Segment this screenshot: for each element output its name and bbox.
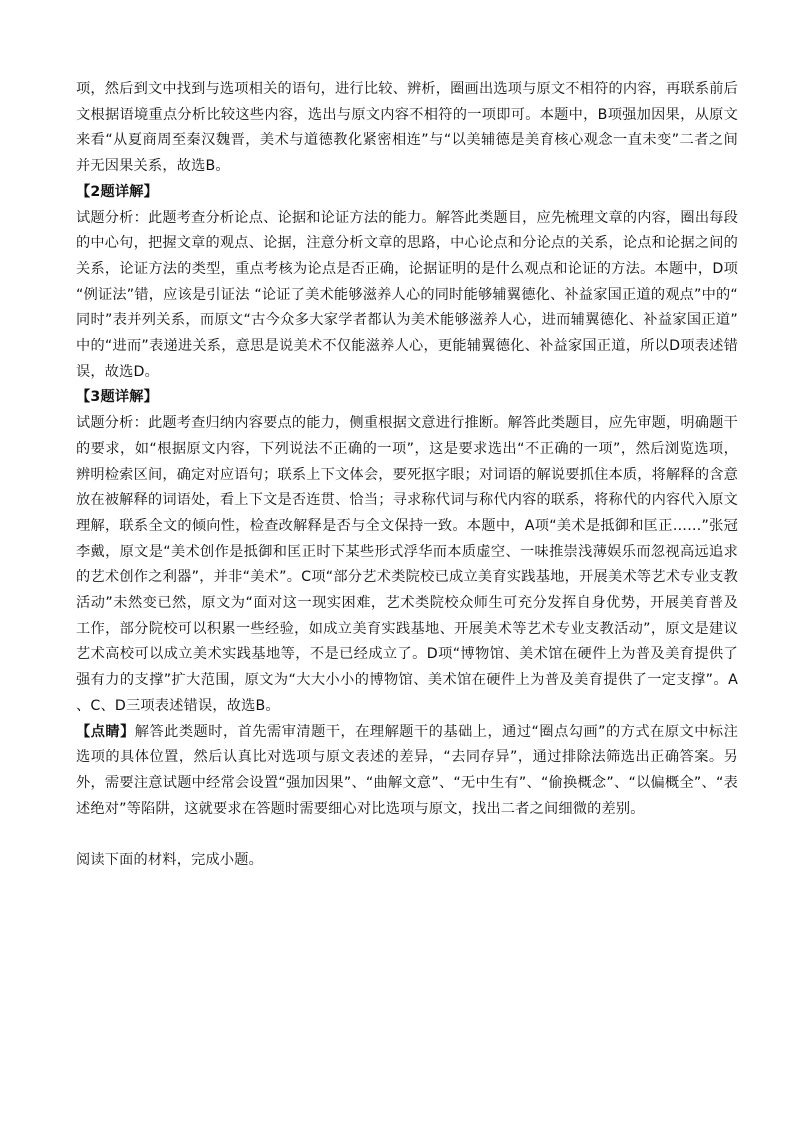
q2-explanation: 试题分析：此题考查分析论点、论据和论证方法的能力。解答此类题目，应先梳理文章的内容，圈出每段的中心句，把握文章的观点、论据，注意分析文章的思路，中心论点和分论点的关系，论点和论据之间的关系，论证方法的类型，重点考核为论点是否正确，论据证明的是什么观点和论证的方法。本题中，D项“例证法”错，应该是引证法 “论证了美术能够滋养人心的同时能够辅翼德化、补益家国正道的观点”中的“同时”表并列关系，而原文“古今众多大家学者都认为美术能够滋养人心，进而辅翼德化、补益家国正道”中的“进而”表递进关系，意思是说美术不仅能滋养人心，更能辅翼德化、补益家国正道，所以D项表述错误，故选D。 bbox=[76, 209, 738, 380]
dianjing-label: 【点睛】 bbox=[76, 723, 135, 740]
document-body bbox=[76, 77, 738, 874]
dianjing-text: 解答此类题时，首先需审清题干，在理解题干的基础上，通过“圈点勾画”的方式在原文中标注选项的具体位置，然后认真比对选项与原文表述的差异，“去同存异”，通过排除法筛选出正确答案。另外，需要注意试题中经常会设置“强加因果”、“曲解文意”、“无中生有”、“偷换概念”、“以偏概全”、“表述绝对”等陷阱，这就要求在答题时需要细心对比选项与原文，找出二者之间细微的差别。 bbox=[76, 723, 738, 817]
dianjing-paragraph bbox=[76, 720, 738, 823]
q3-heading: 【3题详解】 bbox=[76, 389, 159, 406]
answer-explanation-q1-continued: 项，然后到文中找到与选项相关的语句，进行比较、辨析，圈画出选项与原文不相符的内容，再联系前后文根据语境重点分析比较这些内容，选出与原文内容不相符的一项即可。本题中，B项强加因果，从原文来看“从夏商周至秦汉魏晋，美术与道德教化紧密相连”与“以美辅德是美育核心观念一直未变”二者之间并无因果关系，故选B。 bbox=[76, 81, 738, 175]
q3-explanation: 试题分析：此题考查归纳内容要点的能力，侧重根据文意进行推断。解答此类题目，应先审题，明确题干的要求，如“根据原文内容，下列说法不正确的一项”，这是要求选出“不正确的一项”，然后浏览选项，辨明检索区间，确定对应语句；联系上下文体会，要死抠字眼；对词语的解说要抓住本质，将解释的含意放在被解释的词语处，看上下文是否连贯、恰当；寻求称代词与称代内容的联系，将称代的内容代入原文理解，联系全文的倾向性，检查改解释是否与全文保持一致。本题中，A项“美术是抵御和匡正……”张冠李戴，原文是“美术创作是抵御和匡正时下某些形式浮华而本质虚空、一味推崇浅薄娱乐而忽视高远追求的艺术创作之利器”，并非“美术”。C项“部分艺术类院校已成立美育实践基地，开展美术等艺术专业支教活动”未然变已然，原文为“面对这一现实困难，艺术类院校众师生可充分发挥自身优势，开展美育普及工作，部分院校可以积累一些经验，如成立美育实践基地、开展美术等艺术专业支教活动”，原文是建议艺术高校可以成立美术实践基地等，不是已经成立了。D项“博物馆、美术馆在硬件上为普及美育提供了强有力的支撑”扩大范围，原文为“大大小小的博物馆、美术馆在硬件上为普及美育提供了一定支撑”。A、C、D三项表述错误，故选B。 bbox=[76, 415, 738, 714]
q2-heading: 【2题详解】 bbox=[76, 183, 159, 200]
section-spacer bbox=[76, 822, 738, 848]
reading-instruction: 阅读下面的材料，完成小题。 bbox=[76, 852, 264, 869]
